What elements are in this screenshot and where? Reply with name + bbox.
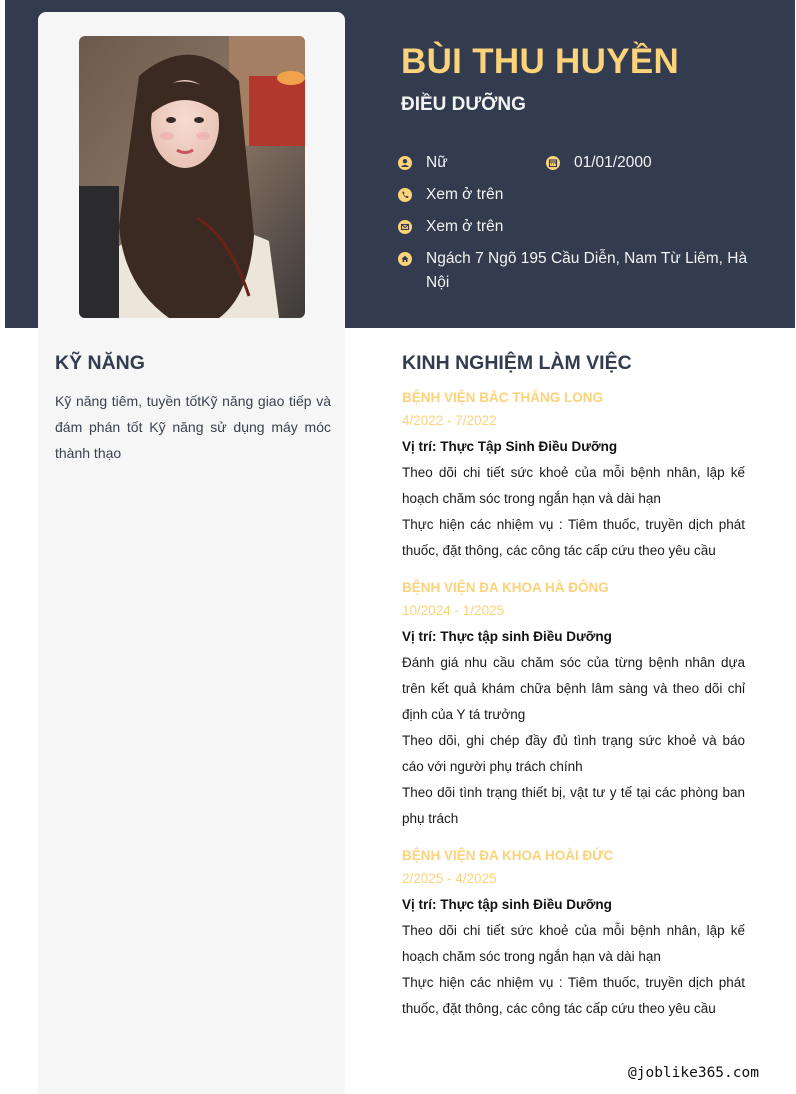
address-value: Ngách 7 Ngõ 195 Cầu Diễn, Nam Từ Liêm, Hà Nội [426,250,748,291]
phone-icon [398,188,412,202]
gender-row [398,151,448,175]
email-icon [398,220,412,234]
experience-company: BỆNH VIỆN ĐA KHOA HÀ ĐÔNG [402,580,609,595]
experience-description: Thực hiện các nhiệm vụ : Tiêm thuốc, truyền dịch phát thuốc, đặt thông, các công tác cấp cứu theo yêu cầu [402,975,745,1016]
experience-period: 10/2024 - 1/2025 [402,603,505,618]
job-title: ĐIỀU DƯỠNG [401,94,526,115]
experience-position: Vị trí: Thực Tập Sinh Điều Dưỡng [402,439,618,454]
birthdate-row [546,151,652,175]
phone-value: Xem ở trên [426,186,504,203]
email-row [398,215,503,239]
home-icon [398,252,412,266]
experience-company: BỆNH VIỆN BẮC THĂNG LONG [402,390,604,405]
experience-company: BỆNH VIỆN ĐA KHOA HOÀI ĐỨC [402,848,614,863]
candidate-name: BÙI THU HUYỀN [401,42,680,81]
experience-description: Theo dõi, ghi chép đầy đủ tình trạng sức khoẻ và báo cáo với người phụ trách chính [402,733,745,774]
experience-description: Đánh giá nhu cầu chăm sóc của từng bệnh nhân dựa trên kết quả khám chữa bệnh lâm sàng và theo dõi chỉ định của Y tá trưởng [402,655,745,722]
experience-description: Theo dõi chi tiết sức khoẻ của mỗi bệnh nhân, lập kế hoạch chăm sóc trong ngắn hạn và dài hạn [402,465,745,506]
user-icon [398,156,412,170]
phone-row [398,183,503,207]
address-row [398,247,750,295]
experience-period: 4/2022 - 7/2022 [402,413,497,428]
experience-heading: KINH NGHIỆM LÀM VIỆC [402,352,632,374]
birthdate-value: 01/01/2000 [574,154,652,171]
profile-photo [79,36,305,318]
experience-description: Theo dõi tình trạng thiết bị, vật tư y tế tại các phòng ban phụ trách [402,785,745,826]
experience-item [402,844,745,1022]
experience-description: Theo dõi chi tiết sức khoẻ của mỗi bệnh nhân, lập kế hoạch chăm sóc trong ngắn hạn và dài hạn [402,923,745,964]
skills-text: Kỹ năng tiêm, tuyền tốtKỹ năng giao tiếp và đám phán tốt Kỹ năng sử dụng máy móc thành thạo [55,393,331,461]
site-watermark: @joblike365.com [628,1065,759,1081]
email-value: Xem ở trên [426,218,504,235]
skills-heading: KỸ NĂNG [55,352,145,374]
experience-position: Vị trí: Thực tập sinh Điều Dưỡng [402,897,612,912]
calendar-icon [546,156,560,170]
experience-position: Vị trí: Thực tập sinh Điều Dưỡng [402,629,612,644]
gender-value: Nữ [426,154,448,171]
experience-item [402,386,745,564]
experience-item [402,576,745,832]
experience-list [402,386,745,1034]
experience-period: 2/2025 - 4/2025 [402,871,497,886]
experience-description: Thực hiện các nhiệm vụ : Tiêm thuốc, truyền dịch phát thuốc, đặt thông, các công tác cấp cứu theo yêu cầu [402,517,745,558]
